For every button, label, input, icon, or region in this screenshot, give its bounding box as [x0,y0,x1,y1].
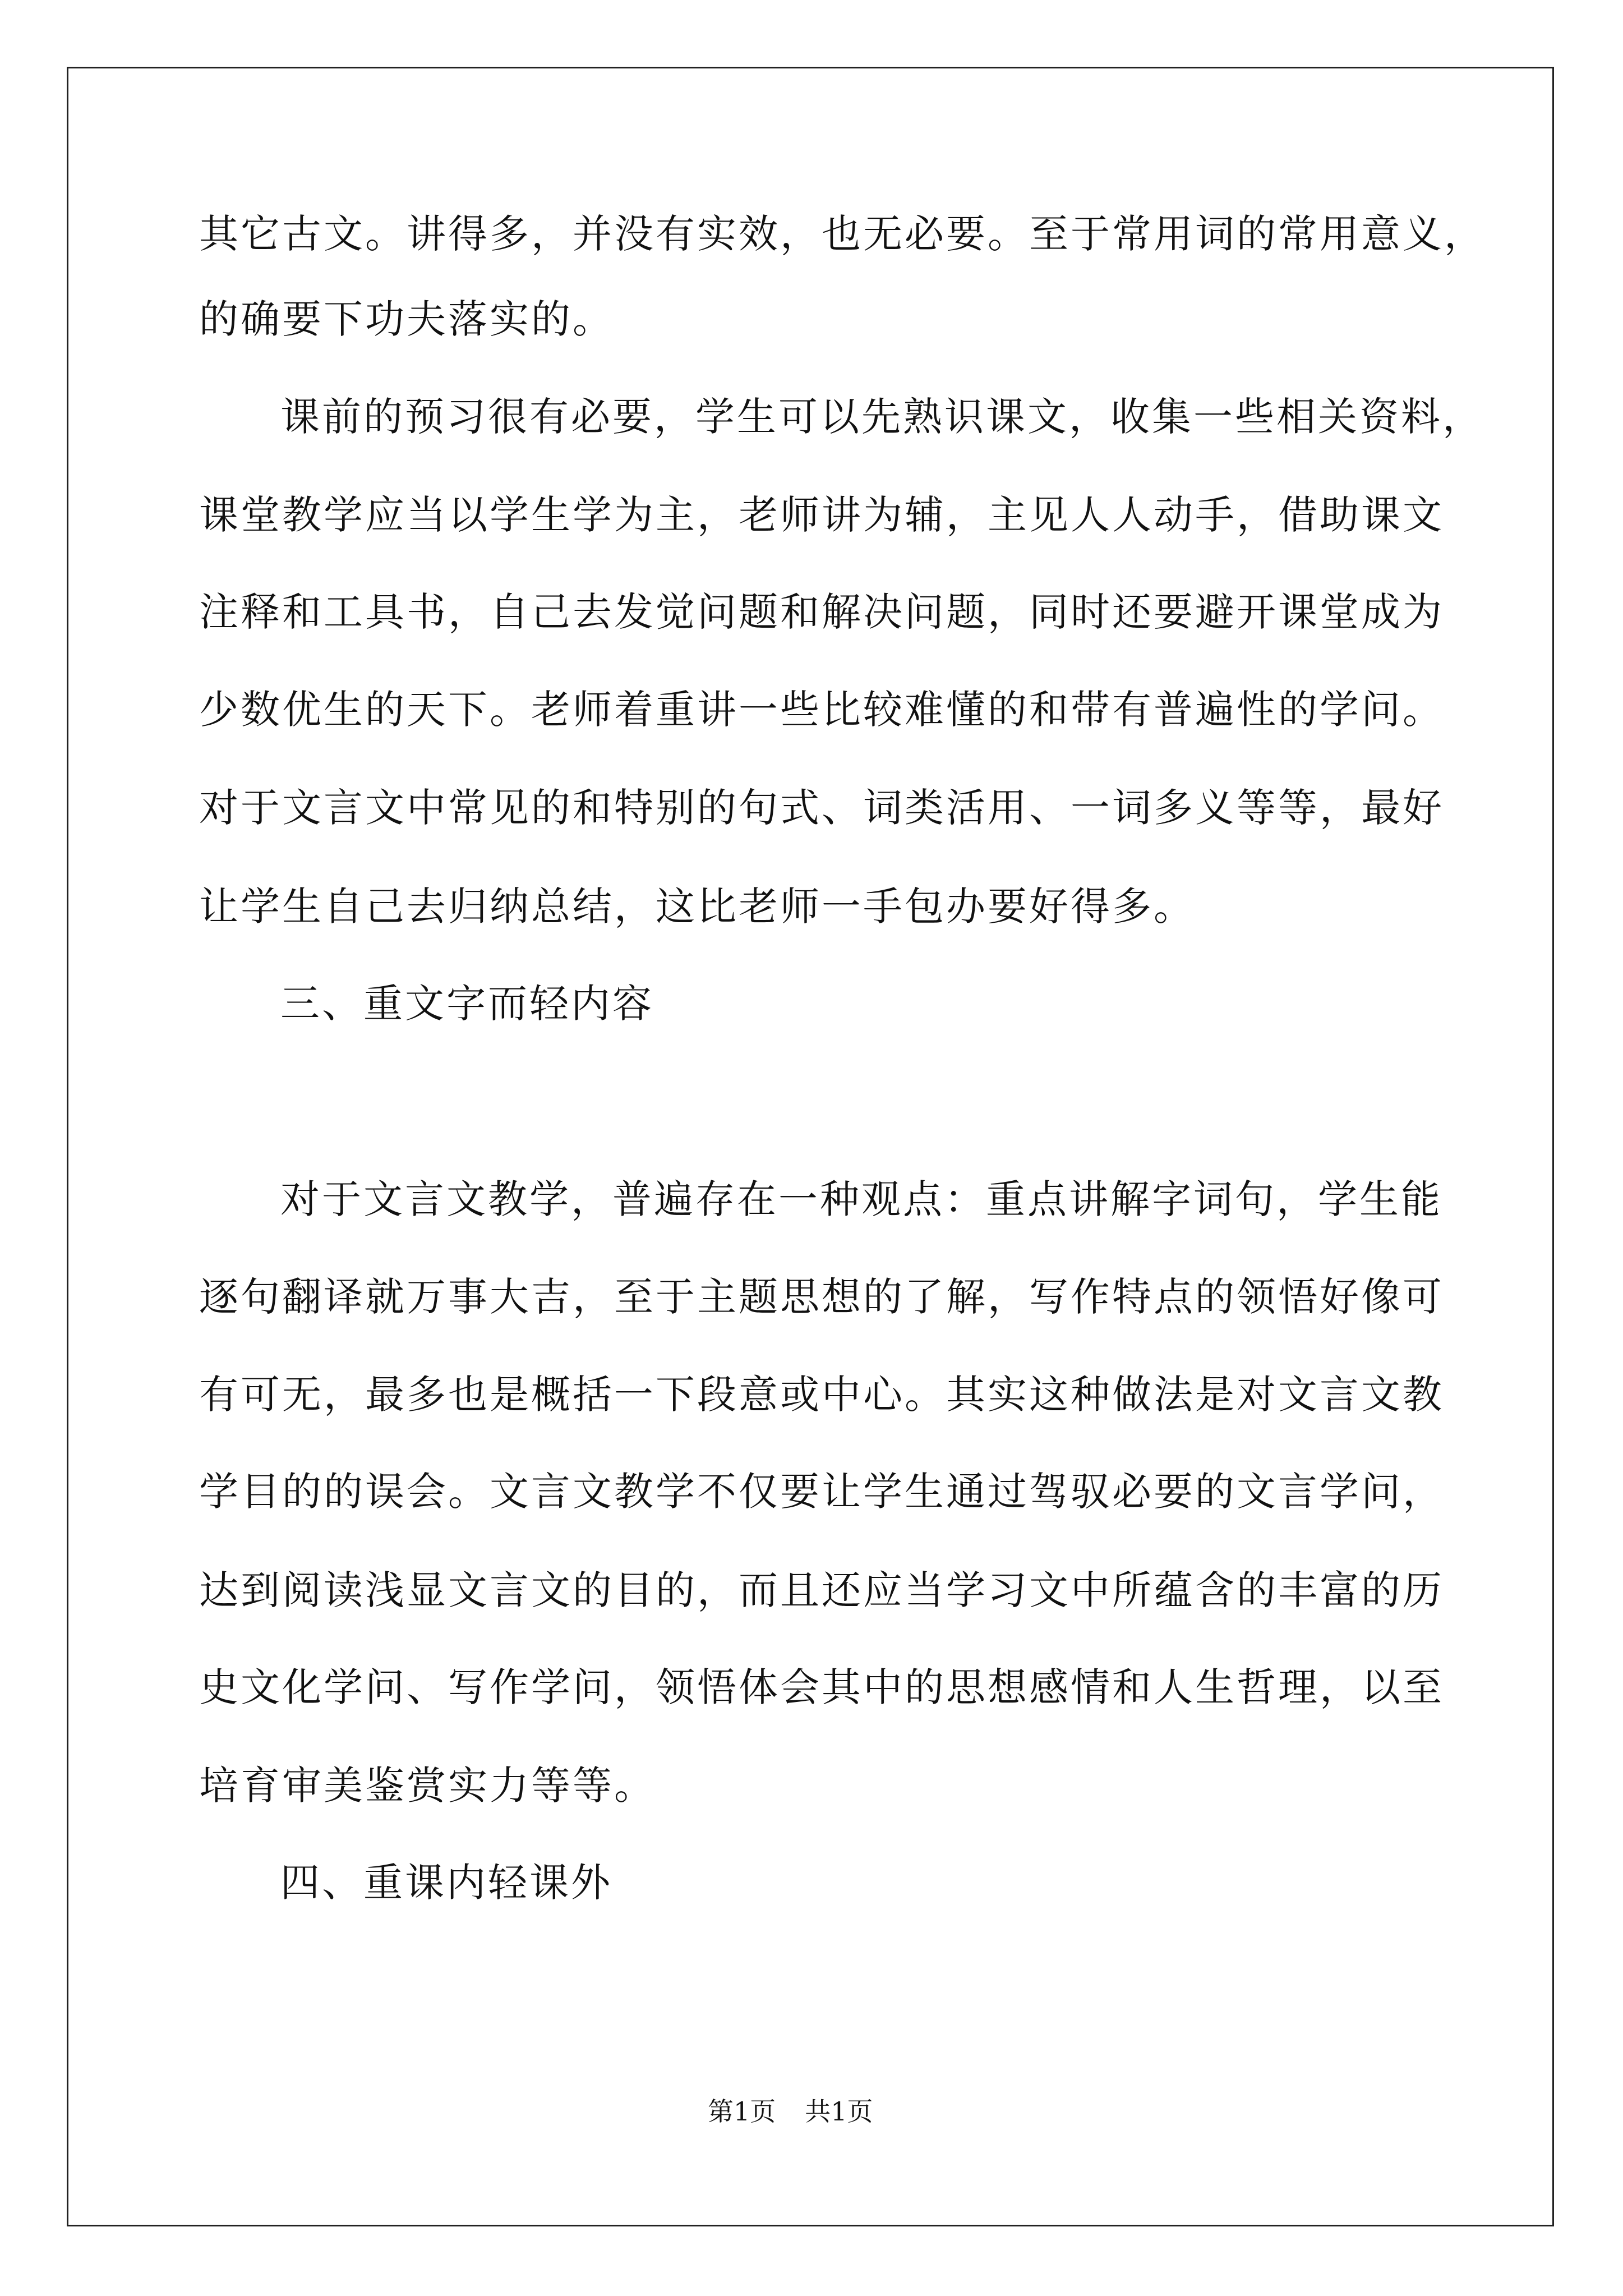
text-line-1: 其它古文。讲得多，并没有实效，也无必要。至于常用词的常用意义， [199,211,1486,257]
page-footer [708,2095,873,2128]
page-number: 第1页 [708,2096,776,2127]
text-line-13: 学目的的误会。文言文教学不仅要让学生通过驾驭必要的文言学问， [199,1469,1444,1515]
page-total: 共1页 [805,2096,873,2127]
text-line-8: 让学生自己去归纳总结，这比老师一手包办要好得多。 [199,884,1195,930]
section-heading-3: 三、重文字而轻内容 [280,981,654,1027]
text-line-5: 注释和工具书，自己去发觉问题和解决问题，同时还要避开课堂成为 [199,589,1444,635]
text-line-2: 的确要下功夫落实的。 [199,296,614,342]
text-line-14: 达到阅读浅显文言文的目的，而且还应当学习文中所蕴含的丰富的历 [199,1567,1444,1613]
text-line-4: 课堂教学应当以学生学为主，老师讲为辅，主见人人动手，借助课文 [199,492,1444,538]
text-line-11: 逐句翻译就万事大吉，至于主题思想的了解，写作特点的领悟好像可 [199,1274,1444,1320]
text-line-16: 培育审美鉴赏实力等等。 [199,1763,656,1809]
text-line-7: 对于文言文中常见的和特别的句式、词类活用、一词多义等等，最好 [199,785,1444,831]
text-line-15: 史文化学问、写作学问，领悟体会其中的思想感情和人生哲理，以至 [199,1664,1444,1710]
text-line-6: 少数优生的天下。老师着重讲一些比较难懂的和带有普遍性的学问。 [199,687,1444,733]
section-heading-4: 四、重课内轻课外 [280,1860,612,1906]
text-line-3: 课前的预习很有必要，学生可以先熟识课文，收集一些相关资料， [280,394,1484,440]
text-line-10: 对于文言文教学，普遍存在一种观点：重点讲解字词句，学生能 [280,1176,1442,1222]
text-line-12: 有可无，最多也是概括一下段意或中心。其实这种做法是对文言文教 [199,1372,1444,1418]
